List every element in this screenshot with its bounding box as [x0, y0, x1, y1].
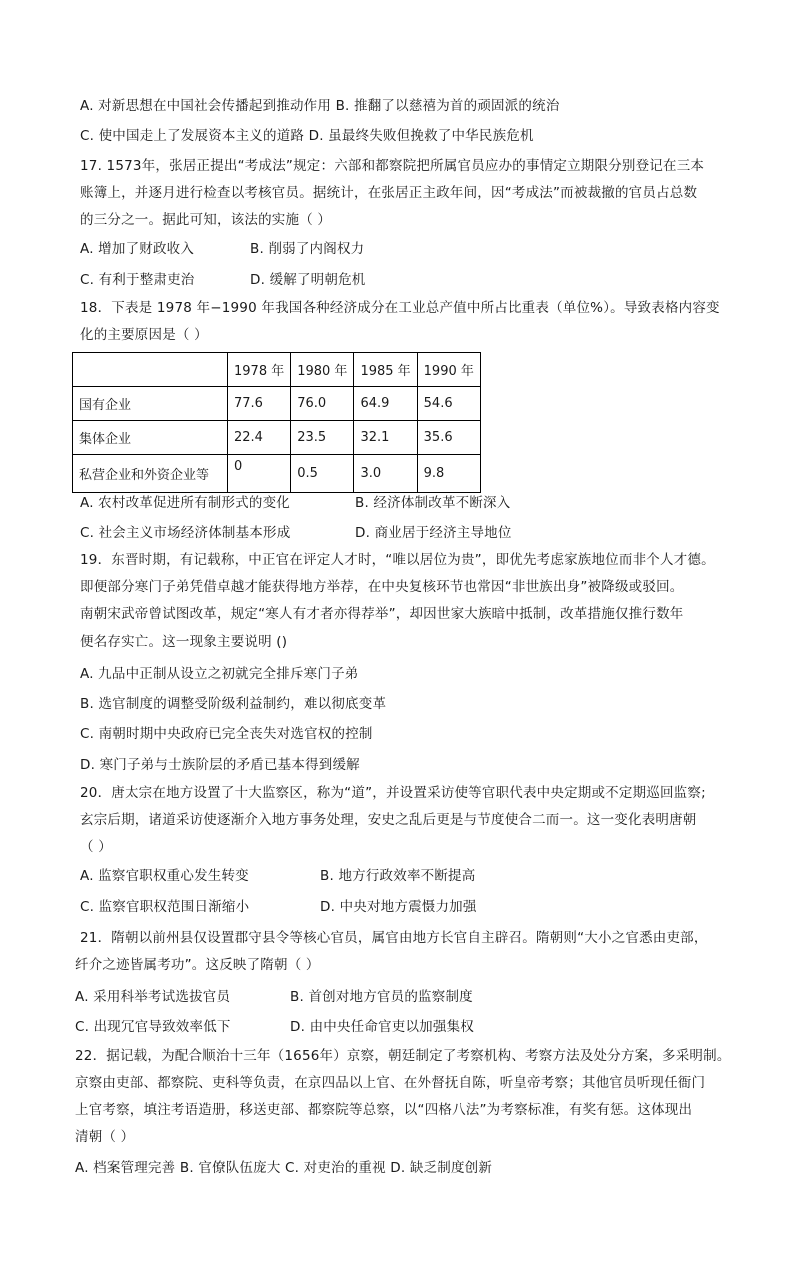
table-cell: 0: [228, 455, 291, 493]
q17-option-c: C. 有利于整肃吏治: [80, 272, 195, 288]
q20-stem-line3: （ ）: [80, 839, 112, 855]
q16-options-cd: C. 使中国走上了发展资本主义的道路 D. 虽最终失败但挽救了中华民族危机: [80, 128, 534, 144]
table-cell: 3.0: [354, 455, 417, 493]
q22-stem-line2: 京察由吏部、都察院、吏科等负责，在京四品以上官、在外督抚自陈，听皇帝考察；其他官员听现任衙门: [75, 1075, 706, 1091]
q19-stem-line4: 便名存实亡。这一现象主要说明 (): [80, 634, 288, 650]
table-cell: 22.4: [228, 421, 291, 455]
q21-option-b: B. 首创对地方官员的监察制度: [290, 989, 473, 1005]
q22-stem-line3: 上官考察，填注考语造册，移送吏部、都察院等总察，以“四格八法”为考察标准，有奖有惩。这体现出: [75, 1102, 693, 1118]
q22-options: A. 档案管理完善 B. 官僚队伍庞大 C. 对吏治的重视 D. 缺乏制度创新: [75, 1160, 493, 1176]
table-row: [73, 387, 481, 421]
table-cell: 9.8: [417, 455, 480, 493]
q22-stem-line4: 清朝（ ）: [75, 1129, 135, 1145]
table-cell: 35.6: [417, 421, 480, 455]
table-header-cell: 1985 年: [354, 353, 417, 387]
q18-option-b: B. 经济体制改革不断深入: [355, 495, 511, 511]
q18-option-d: D. 商业居于经济主导地位: [355, 525, 512, 541]
q19-option-c: C. 南朝时期中央政府已完全丧失对选官权的控制: [80, 726, 373, 742]
q19-stem-line2: 即便部分寒门子弟凭借卓越才能获得地方举荐，在中央复核环节也常因“非世族出身”被降级或驳回。: [80, 579, 684, 595]
q17-stem-line3: 的三分之一。据此可知，该法的实施（ ）: [80, 212, 332, 228]
q20-stem-line1: 20．唐太宗在地方设置了十大监察区，称为“道”，并设置采访使等官职代表中央定期或不定期巡回监察;: [80, 785, 706, 801]
table-cell: 76.0: [291, 387, 354, 421]
q17-option-d: D. 缓解了明朝危机: [250, 272, 366, 288]
table-cell: 77.6: [228, 387, 291, 421]
q19-stem-line3: 南朝宋武帝曾试图改革，规定“寒人有才者亦得荐举”，却因世家大族暗中抵制，改革措施仅推行数年: [80, 606, 684, 622]
q20-option-a: A. 监察官职权重心发生转变: [80, 868, 249, 884]
q20-option-c: C. 监察官职权范围日渐缩小: [80, 899, 250, 915]
table-header-row: [73, 353, 481, 387]
table-header-cell: 1978 年: [228, 353, 291, 387]
table-row: [73, 455, 481, 493]
q21-option-a: A. 采用科举考试选拔官员: [75, 989, 231, 1005]
q18-stem-line2: 化的主要原因是（ ）: [80, 327, 208, 343]
q21-stem-line1: 21．隋朝以前州县仅设置郡守县令等核心官员，属官由地方长官自主辟召。隋朝则“大小之官悉由吏部，: [80, 930, 708, 946]
table-cell: 私营企业和外资企业等: [73, 455, 228, 493]
table-cell: 32.1: [354, 421, 417, 455]
q17-option-a: A. 增加了财政收入: [80, 241, 195, 257]
q19-option-b: B. 选官制度的调整受阶级利益制约，难以彻底变革: [80, 696, 387, 712]
q19-stem-line1: 19．东晋时期，有记载称，中正官在评定人才时，“唯以居位为贵”，即优先考虑家族地位而非个人才德。: [80, 552, 715, 568]
q16-options-ab: A. 对新思想在中国社会传播起到推动作用 B. 推翻了以慈禧为首的顽固派的统治: [80, 98, 560, 114]
q21-option-c: C. 出现冗官导致效率低下: [75, 1019, 231, 1035]
table-cell: 54.6: [417, 387, 480, 421]
q18-option-c: C. 社会主义市场经济体制基本形成: [80, 525, 291, 541]
q18-stem-line1: 18．下表是 1978 年−1990 年我国各种经济成分在工业总产值中所占比重表（单位%）。导致表格内容变: [80, 300, 720, 316]
q21-stem-line2: 纤介之迹皆属考功”。这反映了隋朝（ ）: [75, 957, 320, 973]
q22-stem-line1: 22．据记载，为配合顺治十三年（1656年）京察，朝廷制定了考察机构、考察方法及处分方案，多采明制。: [75, 1048, 731, 1064]
table-cell: 0.5: [291, 455, 354, 493]
q20-stem-line2: 玄宗后期，诸道采访使逐渐介入地方事务处理，安史之乱后更是与节度使合二而一。这一变化表明唐朝: [80, 812, 697, 828]
table-row: [73, 421, 481, 455]
q17-stem-line1: 17. 1573年，张居正提出“考成法”规定：六部和都察院把所属官员应办的事情定立期限分别登记在三本: [80, 158, 705, 174]
q19-option-d: D. 寒门子弟与士族阶层的矛盾已基本得到缓解: [80, 757, 360, 773]
q18-option-a: A. 农村改革促进所有制形式的变化: [80, 495, 290, 511]
q21-option-d: D. 由中央任命官吏以加强集权: [290, 1019, 474, 1035]
table-cell: 64.9: [354, 387, 417, 421]
q20-option-b: B. 地方行政效率不断提高: [320, 868, 476, 884]
table-header-cell: 1990 年: [417, 353, 480, 387]
q17-stem-line2: 账簿上，并逐月进行检查以考核官员。据统计，在张居正主政年间，因“考成法”而被裁撤的官员占总数: [80, 185, 698, 201]
table-cell: 国有企业: [73, 387, 228, 421]
q17-option-b: B. 削弱了内阁权力: [250, 241, 365, 257]
q20-option-d: D. 中央对地方震慑力加强: [320, 899, 477, 915]
table-cell: 集体企业: [73, 421, 228, 455]
table-cell: 23.5: [291, 421, 354, 455]
q19-option-a: A. 九品中正制从设立之初就完全排斥寒门子弟: [80, 666, 359, 682]
economy-share-table: [72, 352, 481, 493]
table-header-cell: [73, 353, 228, 387]
table-header-cell: 1980 年: [291, 353, 354, 387]
